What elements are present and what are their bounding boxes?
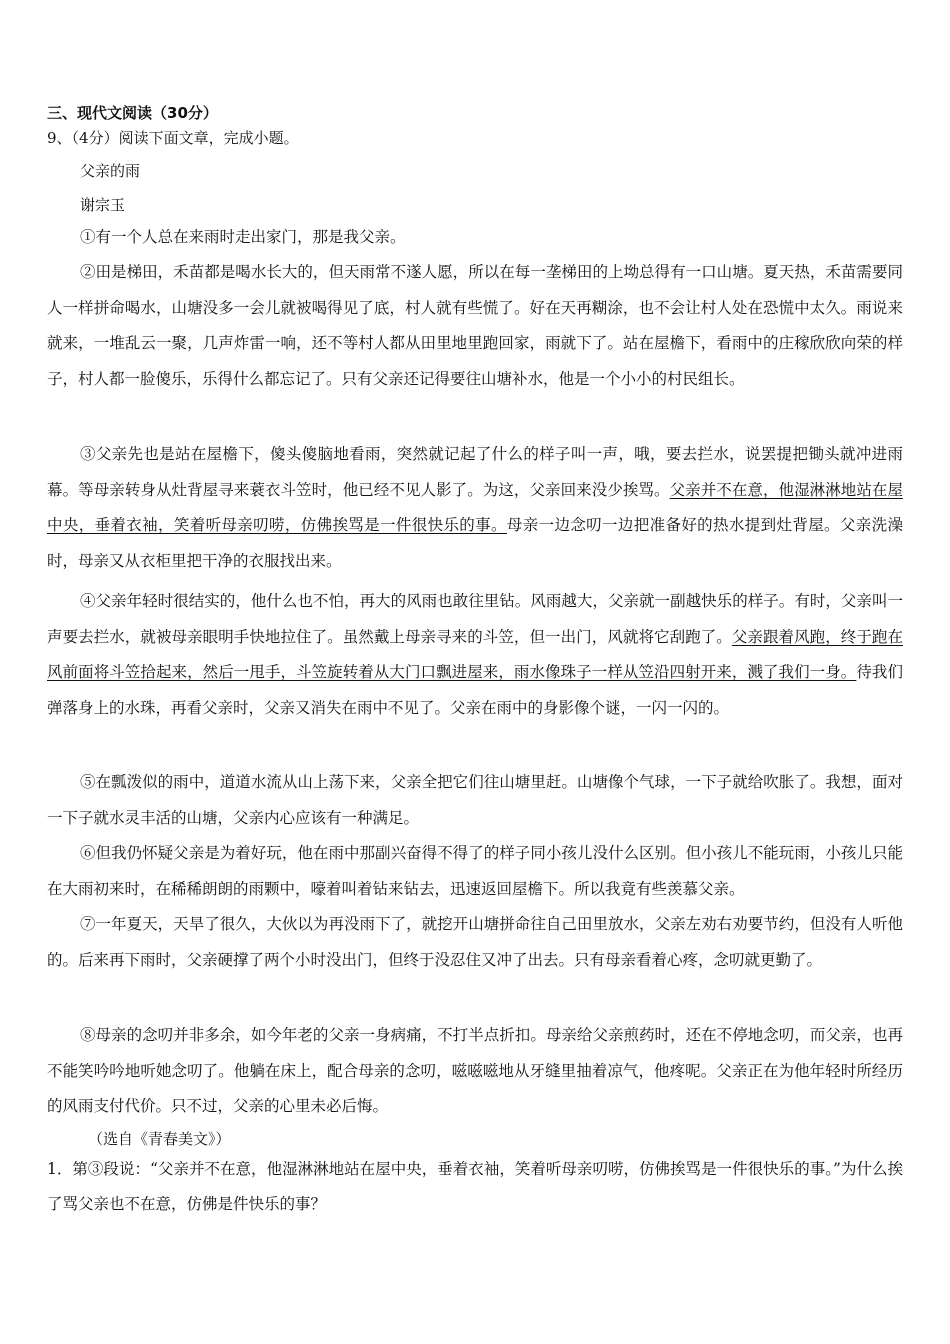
paragraph-3 [47, 437, 903, 579]
paragraph-4-text-a: ④父亲年轻时很结实的，他什么也不怕，再大的风雨也敢往里钻。风雨越大，父亲就一副越快乐的样子。有时，父亲叫一声要去拦水，就被母亲眼明手快地拉住了。虽然戴上母亲寻来的斗笠，但一出门，风就将它刮跑了。 [47, 592, 903, 646]
paragraph-2: ②田是梯田，禾苗都是喝水长大的，但天雨常不遂人愿，所以在每一垄梯田的上坳总得有一口山塘。夏天热，禾苗需要同人一样拼命喝水，山塘没多一会儿就被喝得见了底，村人就有些慌了。好在天再糊涂，也不会让村人处在恐慌中太久。雨说来就来，一堆乱云一聚，几声炸雷一响，还不等村人都从田里地里跑回家，雨就下了。站在屋檐下，看雨中的庄稼欣欣向荣的样子，村人都一脸傻乐，乐得什么都忘记了。只有父亲还记得要往山塘补水，他是一个小小的村民组长。 [47, 263, 903, 388]
paragraph-8: ⑧母亲的念叨并非多余，如今年老的父亲一身病痛，不打半点折扣。母亲给父亲煎药时，还在不停地念叨，而父亲，也再不能笑吟吟地听她念叨了。他躺在床上，配合母亲的念叨，嗞嗞嗞地从牙缝里抽着凉气，他疼呢。父亲正在为他年轻时所经历的风雨支付代价。只不过，父亲的心里未必后悔。 [47, 1026, 903, 1115]
paragraph-3-underlined: 父亲并不在意，他湿淋淋地站在屋中央，垂着衣袖，笑着听母亲叨唠，仿佛挨骂是一件很快乐的事。 [47, 480, 903, 534]
subquestion-1: 1．第③段说：“父亲并不在意，他湿淋淋地站在屋中央，垂着衣袖，笑着听母亲叨唠，仿佛挨骂是一件很快乐的事。”为什么挨了骂父亲也不在意，仿佛是件快乐的事？ [47, 1160, 903, 1213]
paragraph-1: ①有一个人总在来雨时走出家门，那是我父亲。 [80, 228, 406, 246]
paragraph-5: ⑤在瓢泼似的雨中，道道水流从山上荡下来，父亲全把它们往山塘里赶。山塘像个气球，一下子就给吹胀了。我想，面对一下子就水灵丰活的山塘，父亲内心应该有一种满足。 [47, 773, 903, 827]
article-author: 谢宗玉 [80, 196, 126, 214]
question-intro: 9、（4分）阅读下面文章，完成小题。 [47, 129, 299, 147]
paragraph-3-text-b: 母亲一边念叨一边把准备好的热水提到灶背屋。父亲洗澡时，母亲又从衣柜里把干净的衣服找出来。 [47, 516, 903, 570]
article-source: （选自《青春美文》） [88, 1130, 231, 1148]
paragraph-3-text-a: ③父亲先也是站在屋檐下，傻头傻脑地看雨，突然就记起了什么的样子叫一声，哦，要去拦水，说罢提把锄头就冲进雨幕。等母亲转身从灶背屋寻来蓑衣斗笠时，他已经不见人影了。为这，父亲回来没少挨骂。 [47, 445, 903, 499]
paragraph-6: ⑥但我仍怀疑父亲是为着好玩，他在雨中那副兴奋得不得了的样子同小孩儿没什么区别。但小孩儿不能玩雨，小孩儿只能在大雨初来时，在稀稀朗朗的雨颗中，嚎着叫着钻来钻去，迅速返回屋檐下。所以我竟有些羡慕父亲。 [47, 844, 903, 898]
paragraph-4 [47, 584, 903, 726]
paragraph-7: ⑦一年夏天，天旱了很久，大伙以为再没雨下了，就挖开山塘拼命往自己田里放水，父亲左劝右劝要节约，但没有人听他的。后来再下雨时，父亲硬撑了两个小时没出门，但终于没忍住又冲了出去。只有母亲看着心疼，念叨就更勤了。 [47, 915, 903, 969]
section-title: 三、现代文阅读（30分） [47, 104, 218, 122]
paragraph-4-underlined: 父亲跟着风跑，终于跑在风前面将斗笠拾起来，然后一甩手，斗笠旋转着从大门口飘进屋来，雨水像珠子一样从笠沿四射开来，溅了我们一身。 [47, 627, 903, 681]
paragraph-4-text-b: 待我们弹落身上的水珠，再看父亲时，父亲又消失在雨中不见了。父亲在雨中的身影像个谜，一闪一闪的。 [47, 663, 903, 717]
article-title: 父亲的雨 [80, 162, 141, 180]
